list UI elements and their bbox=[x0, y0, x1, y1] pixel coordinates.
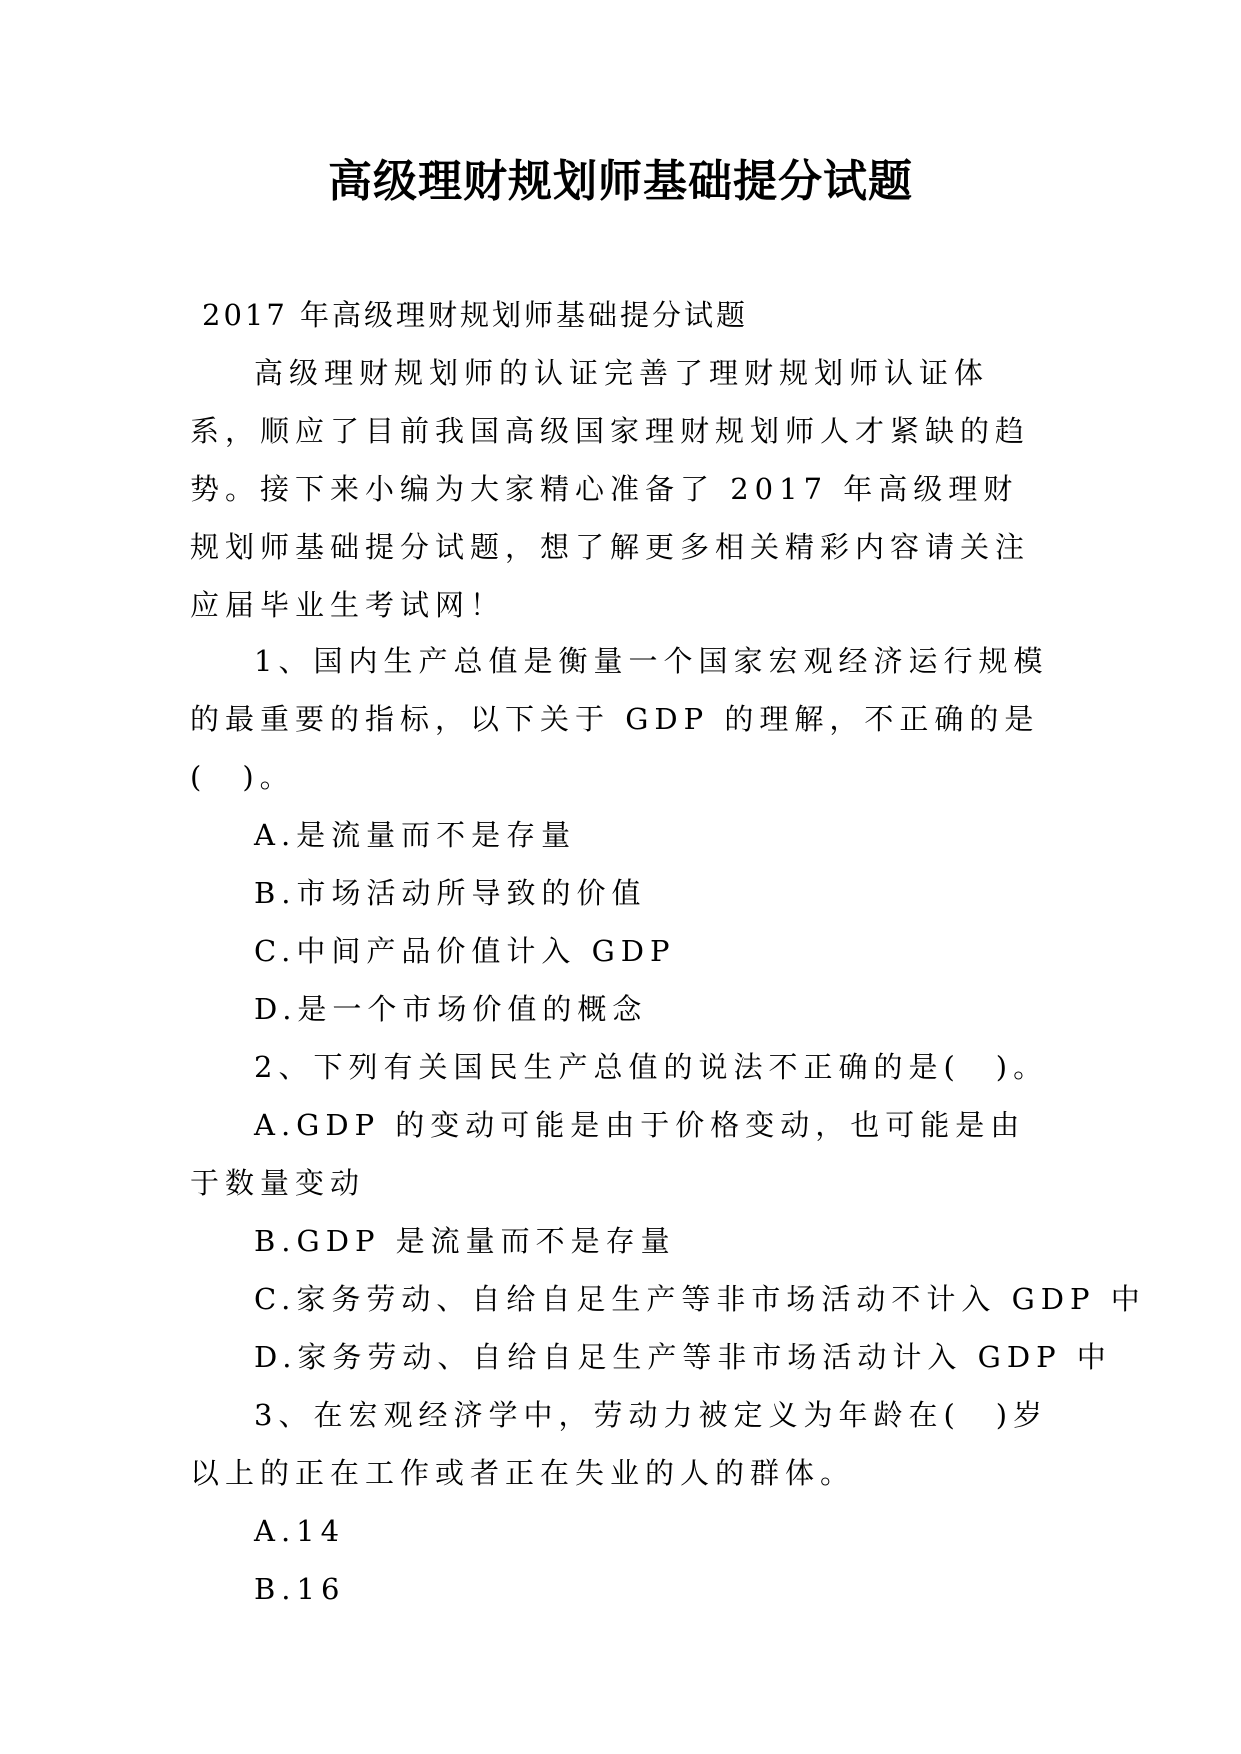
question-option: B.市场活动所导致的价值 bbox=[254, 876, 647, 910]
document-title: 高级理财规划师基础提分试题 bbox=[328, 156, 913, 207]
question-option: A.14 bbox=[254, 1514, 346, 1548]
question-stem: 2、下列有关国民生产总值的说法不正确的是( )。 bbox=[254, 1050, 1049, 1084]
intro-paragraph: 高级理财规划师的认证完善了理财规划师认证体系，顺应了目前我国高级国家理财规划师人才紧缺的趋势。接下来小编为大家精心准备了 2017 年高级理财规划师基础提分试题，想了解更多相关精彩内容请关注应届毕业生考试网！ bbox=[190, 356, 1031, 622]
question-option: B.16 bbox=[254, 1572, 346, 1606]
question-option: B.GDP 是流量而不是存量 bbox=[254, 1224, 676, 1258]
question-3 bbox=[190, 1386, 1050, 1618]
question-list bbox=[190, 632, 1146, 1618]
document-subtitle: 2017 年高级理财规划师基础提分试题 bbox=[202, 298, 749, 332]
question-option: C.中间产品价值计入 GDP bbox=[254, 934, 676, 968]
question-option: D.家务劳动、自给自足生产等非市场活动计入 GDP 中 bbox=[254, 1340, 1112, 1374]
question-stem: 3、在宏观经济学中，劳动力被定义为年龄在( )岁以上的正在工作或者正在失业的人的群体。 bbox=[190, 1398, 1049, 1490]
question-option: A.是流量而不是存量 bbox=[254, 818, 577, 852]
question-option: C.家务劳动、自给自足生产等非市场活动不计入 GDP 中 bbox=[254, 1282, 1146, 1316]
question-option: A.GDP 的变动可能是由于价格变动，也可能是由于数量变动 bbox=[190, 1108, 1026, 1200]
question-2 bbox=[190, 1038, 1146, 1386]
question-stem: 1、国内生产总值是衡量一个国家宏观经济运行规模的最重要的指标，以下关于 GDP 的理解，不正确的是( )。 bbox=[190, 644, 1049, 794]
question-option: D.是一个市场价值的概念 bbox=[254, 992, 648, 1026]
question-1 bbox=[190, 632, 1050, 1038]
